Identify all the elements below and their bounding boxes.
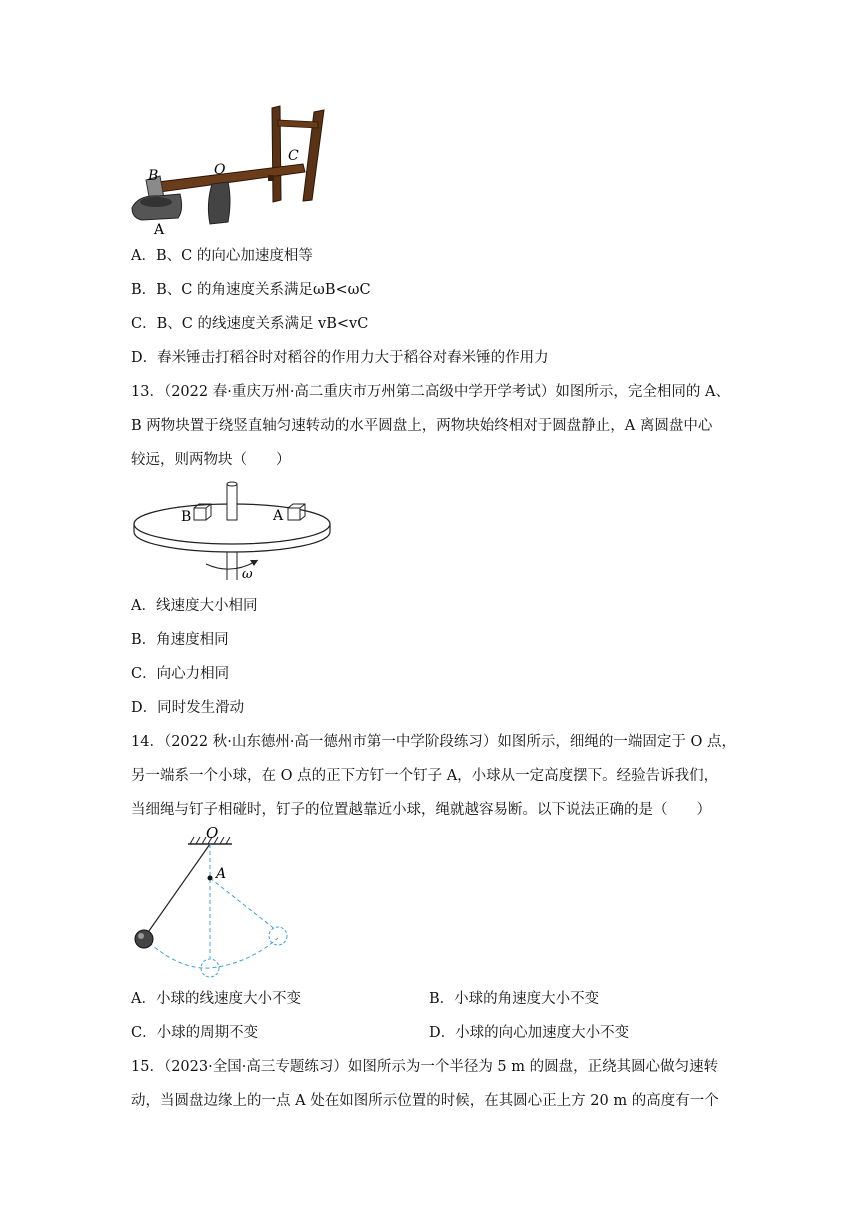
q13-stem-line2: B 两物块置于绕竖直轴匀速转动的水平圆盘上，两物块始终相对于圆盘静止，A 离圆盘中心 <box>131 418 713 434</box>
label-A: A <box>216 866 227 882</box>
q14-stem-line1: 14．（2022 秋·山东德州·高一德州市第一中学阶段练习）如图所示，细绳的一端固定于 O 点， <box>131 734 737 750</box>
label-B: B <box>148 168 159 184</box>
q12-option-a: A．B、C 的向心加速度相等 <box>131 248 313 264</box>
q13-stem-line3: 较远，则两物块（ ） <box>131 452 291 468</box>
label-A: A <box>154 222 165 235</box>
label-C: C <box>288 148 299 164</box>
label-A: A <box>273 508 284 524</box>
q12-option-c: C．B、C 的线速度关系满足 vB<vC <box>131 316 369 332</box>
q13-option-a: A．线速度大小相同 <box>131 598 258 614</box>
q15-stem-line1: 15．（2023·全国·高三专题练习）如图所示为一个半径为 5 m 的圆盘，正绕其圆心做匀速转 <box>131 1059 719 1075</box>
q12-option-b: B．B、C 的角速度关系满足ωB<ωC <box>131 282 371 298</box>
q13-option-c: C．向心力相同 <box>131 666 230 682</box>
turntable-figure <box>128 480 340 588</box>
pendulum-figure <box>128 824 298 980</box>
q14-stem-line2: 另一端系一个小球，在 O 点的正下方钉一个钉子 A，小球从一定高度摆下。经验告诉我们， <box>131 768 719 784</box>
lever-figure <box>128 100 338 235</box>
q15-stem-line2: 动，当圆盘边缘上的一点 A 处在如图所示位置的时候，在其圆心正上方 20 m 的高度有一个 <box>131 1093 719 1109</box>
label-omega: ω <box>242 567 253 582</box>
q13-option-b: B．角速度相同 <box>131 632 229 648</box>
q13-stem-line1: 13．（2022 春·重庆万州·高二重庆市万州第二高级中学开学考试）如图所示，完全相同的 A、 <box>131 384 731 400</box>
q14-option-d: D．小球的向心加速度大小不变 <box>429 1025 630 1041</box>
label-O: O <box>214 162 226 178</box>
q13-option-d: D．同时发生滑动 <box>131 700 245 716</box>
q14-option-c: C．小球的周期不变 <box>131 1025 259 1041</box>
q14-option-b: B．小球的角速度大小不变 <box>429 991 600 1007</box>
q12-option-d: D．舂米锤击打稻谷时对稻谷的作用力大于稻谷对舂米锤的作用力 <box>131 350 549 366</box>
q14-stem-line3: 当细绳与钉子相碰时，钉子的位置越靠近小球，绳就越容易断。以下说法正确的是（ ） <box>131 802 711 818</box>
label-O: O <box>206 824 219 842</box>
label-B: B <box>181 509 192 525</box>
q14-option-a: A．小球的线速度大小不变 <box>131 991 301 1007</box>
